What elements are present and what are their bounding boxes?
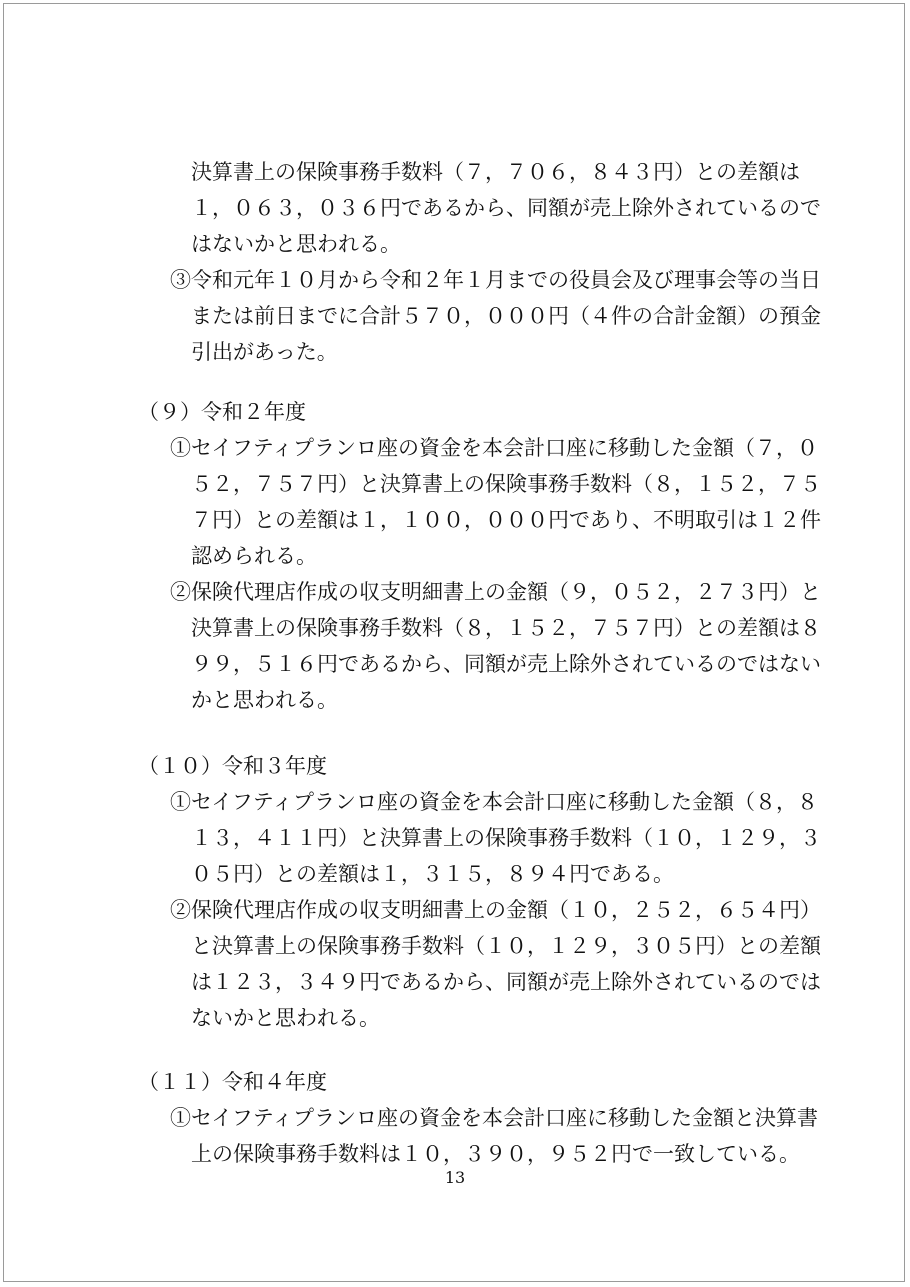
text-line: ９９，５１６円であるから、同額が売上除外されているのではない xyxy=(191,652,821,676)
text-line: ７円）との差額は１，１００，０００円であり、不明取引は１２件 xyxy=(191,508,821,532)
text-line: ５２，７５７円）と決算書上の保険事務手数料（８，１５２，７５ xyxy=(191,472,821,496)
text-line: ０５円）との差額は１，３１５，８９４円である。 xyxy=(191,862,674,886)
text-line: はないかと思われる。 xyxy=(191,232,401,256)
text-line: 認められる。 xyxy=(191,544,317,568)
text-line: は１２３，３４９円であるから、同額が売上除外されているのでは xyxy=(191,970,821,994)
page-number: 13 xyxy=(444,1168,466,1187)
text-line: ①セイフティプランロ座の資金を本会計口座に移動した金額と決算書 xyxy=(170,1106,819,1130)
text-line: ②保険代理店作成の収支明細書上の金額（１０，２５２，６５４円） xyxy=(170,898,821,922)
text-line: かと思われる。 xyxy=(191,688,338,712)
section-heading: （９）令和２年度 xyxy=(138,400,306,424)
text-line: 決算書上の保険事務手数料（７，７０６，８４３円）との差額は xyxy=(191,160,800,184)
text-line: 上の保険事務手数料は１０，３９０，９５２円で一致している。 xyxy=(191,1142,800,1166)
text-line: ①セイフティプランロ座の資金を本会計口座に移動した金額（７，０ xyxy=(170,436,819,460)
section-heading: （１０）令和３年度 xyxy=(138,754,327,778)
text-line: ①セイフティプランロ座の資金を本会計口座に移動した金額（８，８ xyxy=(170,790,819,814)
text-line: 引出があった。 xyxy=(191,340,338,364)
text-line: 決算書上の保険事務手数料（８，１５２，７５７円）との差額は８ xyxy=(191,616,821,640)
text-line: ②保険代理店作成の収支明細書上の金額（９，０５２，２７３円）と xyxy=(170,580,821,604)
text-line: １，０６３，０３６円であるから、同額が売上除外されているので xyxy=(191,196,821,220)
text-line: または前日までに合計５７０，０００円（４件の合計金額）の預金 xyxy=(191,304,821,328)
text-line: ③令和元年１０月から令和２年１月までの役員会及び理事会等の当日 xyxy=(170,268,821,292)
text-line: ないかと思われる。 xyxy=(191,1006,380,1030)
section-heading: （１１）令和４年度 xyxy=(138,1070,327,1094)
text-line: １３，４１１円）と決算書上の保険事務手数料（１０，１２９，３ xyxy=(191,826,821,850)
text-line: と決算書上の保険事務手数料（１０，１２９，３０５円）との差額 xyxy=(191,934,821,958)
